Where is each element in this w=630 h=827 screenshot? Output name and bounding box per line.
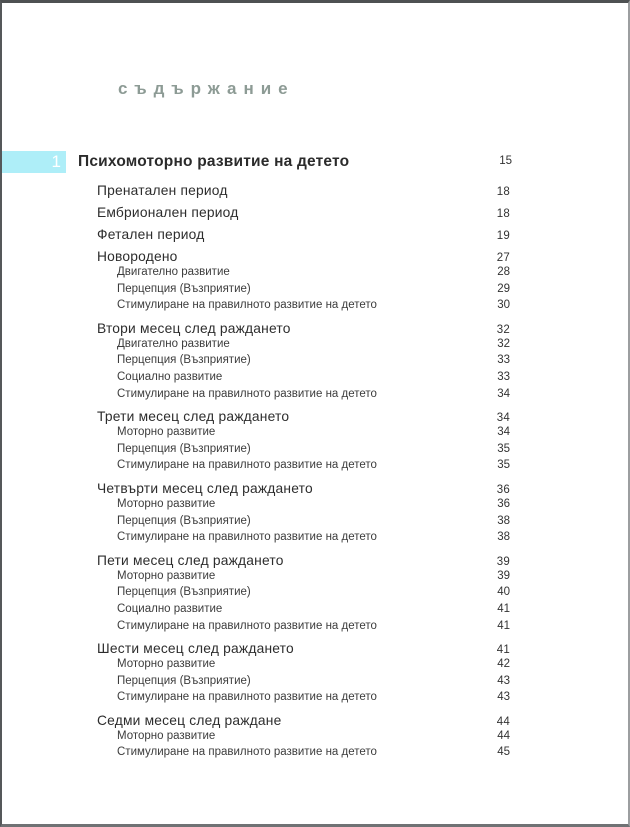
toc-entry (2, 531, 628, 548)
toc-entry (2, 459, 628, 476)
toc-entry (2, 570, 628, 587)
toc-entry-label: Стимулиране на правилното развитие на детето (117, 691, 377, 704)
toc-entry-page-number: 41 (497, 602, 510, 615)
toc-entry-label: Стимулиране на правилното развитие на детето (117, 299, 377, 312)
toc-entry-label: Перцепция (Възприятие) (117, 354, 251, 367)
toc-entry-label: Стимулиране на правилното развитие на детето (117, 387, 377, 400)
toc-entry-label: Стимулиране на правилното развитие на детето (117, 531, 377, 544)
toc-entry-label: Двигателно развитие (117, 337, 230, 350)
chapter-page-number: 15 (499, 155, 512, 167)
toc-entry (2, 746, 628, 763)
toc-entry (2, 205, 628, 222)
toc-entry (2, 183, 628, 200)
toc-entry (2, 426, 628, 443)
toc-entry-page-number: 29 (497, 282, 510, 295)
toc-entry-label: Двигателно развитие (117, 266, 230, 278)
chapter-title: Психомоторно развитие на детето (78, 153, 350, 170)
toc-entry (2, 730, 628, 747)
toc-entry (2, 321, 628, 338)
toc-entry-page-number: 39 (497, 569, 510, 582)
toc-entry (2, 227, 628, 244)
toc-entry-page-number: 33 (497, 370, 510, 383)
toc-entry (2, 603, 628, 620)
toc-entry-page-number: 19 (496, 230, 510, 242)
toc-entry (2, 249, 628, 266)
toc-entry-label: Перцепция (Възприятие) (117, 674, 251, 687)
toc-list (2, 178, 628, 763)
toc-entry (2, 409, 628, 426)
toc-entry-label: Пети месец след раждането (97, 552, 284, 568)
toc-entry (2, 675, 628, 692)
toc-entry-label: Моторно развитие (117, 729, 216, 742)
toc-entry (2, 691, 628, 708)
toc-entry-page-number: 32 (497, 337, 510, 350)
toc-entry-label: Фетален период (97, 227, 205, 242)
chapter-row (2, 151, 628, 173)
toc-entry-page-number: 40 (497, 586, 510, 599)
toc-entry-page-number: 41 (496, 644, 510, 657)
toc-entry-page-number: 34 (496, 412, 510, 425)
toc-entry-page-number: 38 (497, 531, 510, 544)
toc-entry-label: Стимулиране на правилното развитие на детето (117, 619, 377, 632)
toc-entry-label: Перцепция (Възприятие) (117, 514, 251, 527)
toc-entry-page-number: 41 (497, 619, 510, 632)
toc-entry (2, 481, 628, 498)
toc-entry-page-number: 35 (497, 442, 510, 455)
toc-entry-label: Ембрионален период (97, 205, 239, 220)
toc-entry-label: Четвърти месец след раждането (97, 480, 313, 496)
toc-entry-page-number: 32 (496, 323, 510, 336)
toc-entry-label: Моторно развитие (117, 658, 216, 671)
toc-entry-page-number: 43 (497, 674, 510, 687)
toc-entry-page-number: 18 (496, 186, 510, 198)
toc-entry-label: Втори месец след раждането (97, 320, 291, 336)
toc-entry-page-number: 35 (497, 459, 510, 472)
toc-entry-page-number: 36 (496, 483, 510, 496)
toc-entry-label: Социално развитие (117, 602, 223, 615)
table-of-contents (2, 151, 628, 763)
toc-entry (2, 620, 628, 637)
toc-entry-label: Трети месец след раждането (97, 409, 290, 425)
toc-entry-page-number: 42 (497, 658, 510, 671)
toc-entry-label: Седми месец след раждане (97, 712, 282, 728)
toc-entry-page-number: 34 (497, 387, 510, 400)
toc-entry (2, 498, 628, 515)
toc-entry (2, 283, 628, 300)
toc-entry (2, 641, 628, 658)
toc-entry (2, 658, 628, 675)
toc-entry (2, 371, 628, 388)
toc-entry-label: Шести месец след раждането (97, 641, 294, 657)
toc-entry-page-number: 18 (496, 208, 510, 220)
toc-entry (2, 443, 628, 460)
toc-entry (2, 515, 628, 532)
toc-entry-page-number: 34 (497, 426, 510, 439)
toc-entry-page-number: 33 (497, 354, 510, 367)
toc-entry-page-number: 38 (497, 514, 510, 527)
toc-entry-label: Перцепция (Възприятие) (117, 586, 251, 599)
toc-entry-page-number: 27 (496, 252, 510, 264)
toc-entry-label: Стимулиране на правилното развитие на детето (117, 746, 377, 759)
toc-entry-page-number: 43 (497, 691, 510, 704)
toc-entry-label: Новородено (97, 249, 178, 264)
toc-entry-label: Пренатален период (97, 183, 228, 198)
toc-entry (2, 338, 628, 355)
toc-entry-page-number: 36 (497, 497, 510, 510)
toc-entry-page-number: 44 (496, 715, 510, 728)
toc-entry-page-number: 44 (497, 729, 510, 742)
toc-entry-label: Перцепция (Възприятие) (117, 442, 251, 455)
toc-entry-label: Перцепция (Възприятие) (117, 282, 251, 295)
toc-entry (2, 266, 628, 283)
toc-entry-label: Моторно развитие (117, 426, 216, 439)
toc-entry-label: Стимулиране на правилното развитие на детето (117, 459, 377, 472)
contents-heading: съдържание (118, 79, 295, 98)
toc-entry-page-number: 45 (497, 746, 510, 759)
toc-entry-page-number: 39 (496, 555, 510, 568)
toc-entry-label: Моторно развитие (117, 569, 216, 582)
chapter-number-badge: 1 (2, 151, 66, 173)
toc-entry (2, 299, 628, 316)
toc-entry-page-number: 30 (497, 299, 510, 312)
toc-entry (2, 553, 628, 570)
toc-entry (2, 388, 628, 405)
toc-entry-label: Моторно развитие (117, 497, 216, 510)
toc-entry-page-number: 28 (497, 266, 510, 278)
toc-entry (2, 354, 628, 371)
toc-entry (2, 586, 628, 603)
toc-entry (2, 713, 628, 730)
toc-entry-label: Социално развитие (117, 370, 223, 383)
